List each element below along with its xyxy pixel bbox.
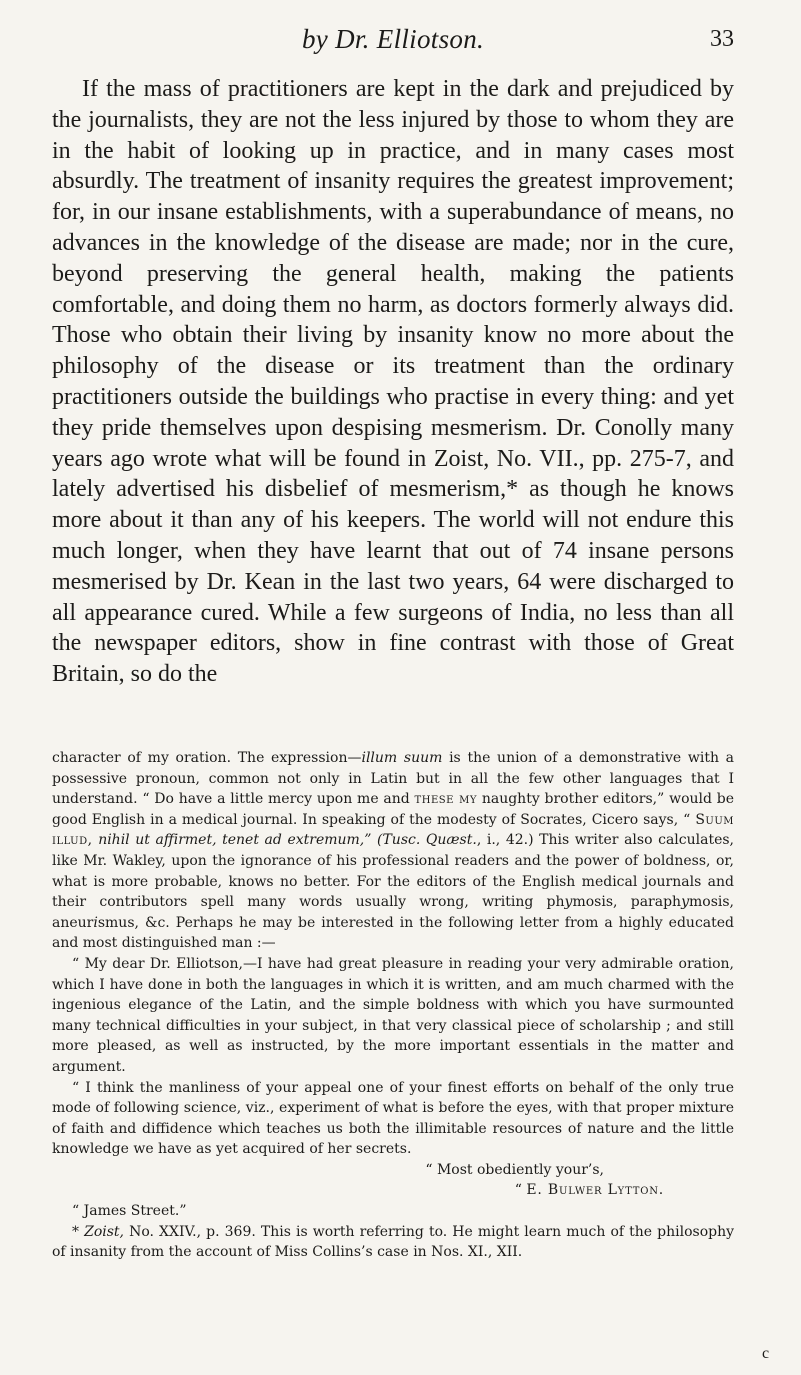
- footnote-continuation: character of my oration. The expression—illum suum is the union of a demonstrative with a possessive pronoun, common not only in Latin but in all the few other languages that I understand. “ Do have a little mercy upon me and these my naughty brother editors,” would be good English in a medical journal. In speaking of the modesty of Socrates, Cicero says, “ Suum illud, nihil ut affirmet, tenet ad extremum,” (Tusc. Quæst., i., 42.) This writer also calculates, like Mr. Wakley, upon the ignorance of his professional readers and the power of boldness, or, what is more probable, knows no better. For the editors of the English medical journals and their contributors spell many words usually wrong, writing phymosis, paraphymosis, aneurismus, &c. Perhaps he may be interested in the following letter from a highly educated and most distinguished man :—: [52, 750, 735, 952]
- asterisk-footnote: * Zoist, No. XXIV., p. 369. This is worth referring to. He might learn much of the philosophy of insanity from the account of Miss Collins’s case in Nos. XI., XII.: [52, 1223, 735, 1261]
- letter-address: “ James Street.”: [72, 1203, 187, 1220]
- letter-signature: “ E. Bulwer Lytton.: [514, 1182, 664, 1199]
- signature-mark: c: [762, 1345, 770, 1362]
- latin-phrase: illum suum: [361, 750, 443, 766]
- running-head-title: by Dr. Elliotson.: [301, 24, 485, 54]
- page-number: 33: [710, 26, 734, 52]
- small-caps-latin: Suum illud,: [52, 811, 734, 849]
- small-caps-phrase: these my: [414, 791, 478, 808]
- letter-paragraph-2: “ I think the manliness of your appeal one of your finest efforts on behalf of the only true mode of following science, viz., experiment of what is before the eyes, with that proper mixture of faith and diffidence which teaches us both the illimitable resources of nature and the little knowledge we have as yet acquired of her secrets.: [52, 1079, 734, 1158]
- footnotes: [52, 748, 734, 1263]
- letter-closing: “ Most obediently your’s,: [425, 1161, 604, 1178]
- cicero-quote: nihil ut affirmet, tenet ad extremum,” (Tusc. Quæst.: [98, 832, 477, 849]
- letter-paragraph-1: “ My dear Dr. Elliotson,—I have had great pleasure in reading your very admirable oration, which I have done in both the languages in which it is written, and am much charmed with the ingenious elegance of the Latin, and the simple boldness with which you have surmounted many technical difficulties in your subject, in that very classical piece of scholarship ; and still more pleased, as well as instructed, by the more important essentials in the matter and argument.: [52, 955, 734, 1075]
- running-head: [52, 24, 734, 64]
- main-paragraph: If the mass of practitioners are kept in the dark and prejudiced by the journalists, they are not the less injured by those to whom they are in the habit of looking up in practice, and in many cases most absurdly. The treatment of insanity requires the greatest improvement; for, in our insane establishments, with a superabundance of means, no advances in the knowledge of the disease are made; nor in the cure, beyond preserving the general health, making the patients comfortable, and doing them no harm, as doctors formerly always did. Those who obtain their living by insanity know no more about the philosophy of the disease or its treatment than the ordinary practitioners outside the buildings who practise in every thing: and yet they pride themselves upon despising mesmerism. Dr. Conolly many years ago wrote what will be found in Zoist, No. VII., pp. 275-7, and lately advertised his disbelief of mesmerism,* as though he knows more about it than any of his keepers. The world will not endure this much longer, when they have learnt that out of 74 insane persons mesmerised by Dr. Kean in the last two years, 64 were discharged to all appearance cured. While a few surgeons of India, no less than all the newspaper editors, show in fine contrast with those of Great Britain, so do the: [52, 76, 734, 688]
